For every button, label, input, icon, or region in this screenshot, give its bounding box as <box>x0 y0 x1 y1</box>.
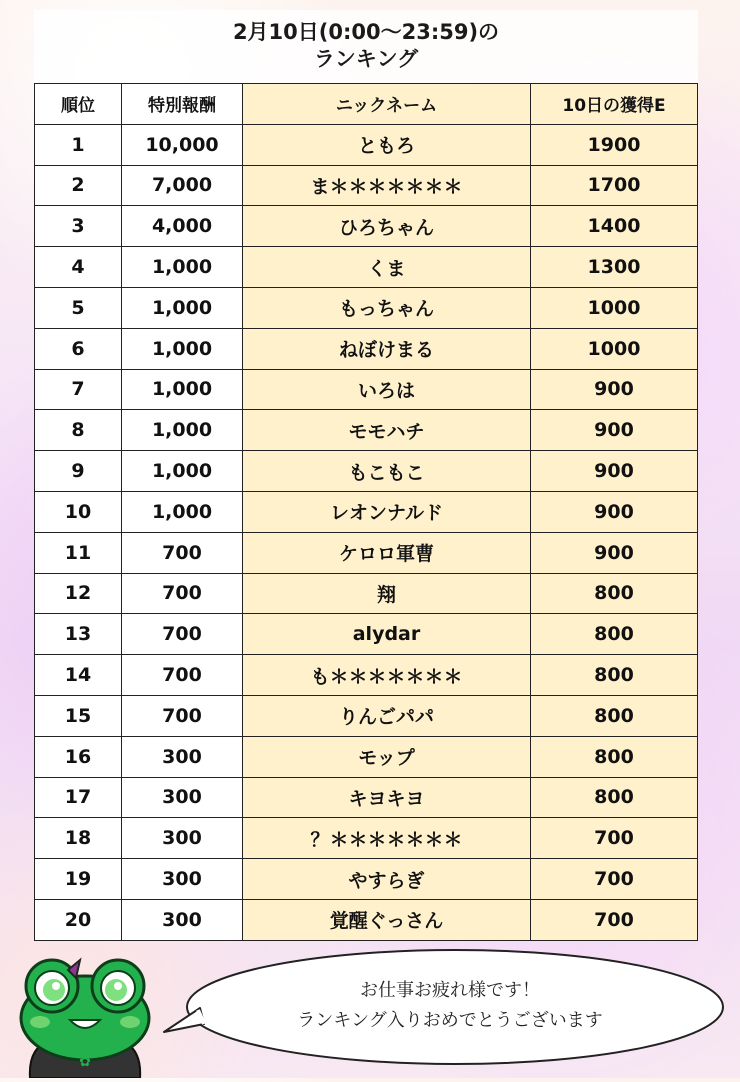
rank-cell: 10 <box>35 491 122 532</box>
ranking-table <box>34 83 698 941</box>
reward-cell: 700 <box>122 614 243 655</box>
points-cell: 700 <box>531 818 698 859</box>
table-row <box>35 736 698 777</box>
table-row <box>35 818 698 859</box>
nickname-cell: りんごパパ <box>243 695 531 736</box>
points-cell: 1400 <box>531 206 698 247</box>
table-row <box>35 287 698 328</box>
points-cell: 900 <box>531 410 698 451</box>
ranking-title <box>34 10 698 82</box>
rank-cell: 14 <box>35 655 122 696</box>
points-cell: 800 <box>531 736 698 777</box>
message-line-1: お仕事お疲れ様です！ <box>360 980 540 1001</box>
nickname-cell: くま <box>243 247 531 288</box>
rank-cell: 1 <box>35 124 122 165</box>
nickname-cell: やすらぎ <box>243 859 531 900</box>
rank-cell: 3 <box>35 206 122 247</box>
rank-cell: 17 <box>35 777 122 818</box>
points-cell: 1000 <box>531 328 698 369</box>
reward-cell: 700 <box>122 655 243 696</box>
points-cell: 900 <box>531 491 698 532</box>
nickname-cell: キヨキヨ <box>243 777 531 818</box>
reward-cell: 300 <box>122 736 243 777</box>
table-row <box>35 614 698 655</box>
rank-cell: 20 <box>35 899 122 940</box>
points-cell: 1300 <box>531 247 698 288</box>
nickname-cell: ケロロ軍曹 <box>243 532 531 573</box>
nickname-cell: もっちゃん <box>243 287 531 328</box>
reward-cell: 1,000 <box>122 287 243 328</box>
nickname-cell: 翔 <box>243 573 531 614</box>
header-rank: 順位 <box>35 84 122 125</box>
rank-cell: 9 <box>35 451 122 492</box>
reward-cell: 700 <box>122 695 243 736</box>
nickname-cell: も＊＊＊＊＊＊＊ <box>243 655 531 696</box>
table-row <box>35 247 698 288</box>
rank-cell: 6 <box>35 328 122 369</box>
nickname-cell: ま＊＊＊＊＊＊＊ <box>243 165 531 206</box>
svg-text:✿: ✿ <box>79 1054 91 1070</box>
rank-cell: 8 <box>35 410 122 451</box>
rank-cell: 18 <box>35 818 122 859</box>
rank-cell: 5 <box>35 287 122 328</box>
table-row <box>35 859 698 900</box>
nickname-cell: レオンナルド <box>243 491 531 532</box>
rank-cell: 11 <box>35 532 122 573</box>
ranking-rows <box>35 124 698 940</box>
table-row <box>35 410 698 451</box>
reward-cell: 1,000 <box>122 247 243 288</box>
table-row <box>35 899 698 940</box>
header-points: 10日の獲得E <box>531 84 698 125</box>
message-line-2: ランキング入りおめでとうございます <box>297 1010 603 1031</box>
nickname-cell: 覚醒ぐっさん <box>243 899 531 940</box>
frog-mascot-icon <box>10 956 160 1078</box>
table-header-row <box>35 84 698 125</box>
table-row <box>35 451 698 492</box>
nickname-cell: モップ <box>243 736 531 777</box>
nickname-cell: ひろちゃん <box>243 206 531 247</box>
table-row <box>35 369 698 410</box>
table-row <box>35 491 698 532</box>
table-row <box>35 124 698 165</box>
points-cell: 800 <box>531 695 698 736</box>
header-nickname: ニックネーム <box>243 84 531 125</box>
rank-cell: 12 <box>35 573 122 614</box>
speech-bubble <box>160 946 730 1068</box>
points-cell: 1900 <box>531 124 698 165</box>
message-text <box>200 976 700 1036</box>
points-cell: 900 <box>531 532 698 573</box>
rank-cell: 16 <box>35 736 122 777</box>
nickname-cell: いろは <box>243 369 531 410</box>
points-cell: 800 <box>531 655 698 696</box>
points-cell: 700 <box>531 899 698 940</box>
rank-cell: 7 <box>35 369 122 410</box>
rank-cell: 19 <box>35 859 122 900</box>
table-row <box>35 777 698 818</box>
table-row <box>35 655 698 696</box>
reward-cell: 1,000 <box>122 410 243 451</box>
reward-cell: 10,000 <box>122 124 243 165</box>
table-row <box>35 206 698 247</box>
rank-cell: 15 <box>35 695 122 736</box>
reward-cell: 7,000 <box>122 165 243 206</box>
reward-cell: 300 <box>122 777 243 818</box>
nickname-cell: ？＊＊＊＊＊＊＊ <box>243 818 531 859</box>
reward-cell: 1,000 <box>122 328 243 369</box>
points-cell: 900 <box>531 451 698 492</box>
reward-cell: 300 <box>122 859 243 900</box>
reward-cell: 4,000 <box>122 206 243 247</box>
points-cell: 700 <box>531 859 698 900</box>
reward-cell: 300 <box>122 818 243 859</box>
nickname-cell: ともろ <box>243 124 531 165</box>
rank-cell: 4 <box>35 247 122 288</box>
points-cell: 1700 <box>531 165 698 206</box>
reward-cell: 1,000 <box>122 369 243 410</box>
reward-cell: 300 <box>122 899 243 940</box>
nickname-cell: もこもこ <box>243 451 531 492</box>
header-reward: 特別報酬 <box>122 84 243 125</box>
rank-cell: 13 <box>35 614 122 655</box>
table-row <box>35 695 698 736</box>
title-line-2: ランキング <box>313 47 419 71</box>
title-line-1: 2月10日(0:00～23:59)の <box>232 20 500 44</box>
points-cell: 900 <box>531 369 698 410</box>
table-row <box>35 328 698 369</box>
reward-cell: 1,000 <box>122 491 243 532</box>
reward-cell: 700 <box>122 573 243 614</box>
table-row <box>35 573 698 614</box>
table-row <box>35 532 698 573</box>
rank-cell: 2 <box>35 165 122 206</box>
points-cell: 1000 <box>531 287 698 328</box>
points-cell: 800 <box>531 573 698 614</box>
table-row <box>35 165 698 206</box>
nickname-cell: ねぼけまる <box>243 328 531 369</box>
reward-cell: 700 <box>122 532 243 573</box>
points-cell: 800 <box>531 614 698 655</box>
nickname-cell: alydar <box>243 614 531 655</box>
reward-cell: 1,000 <box>122 451 243 492</box>
nickname-cell: モモハチ <box>243 410 531 451</box>
points-cell: 800 <box>531 777 698 818</box>
